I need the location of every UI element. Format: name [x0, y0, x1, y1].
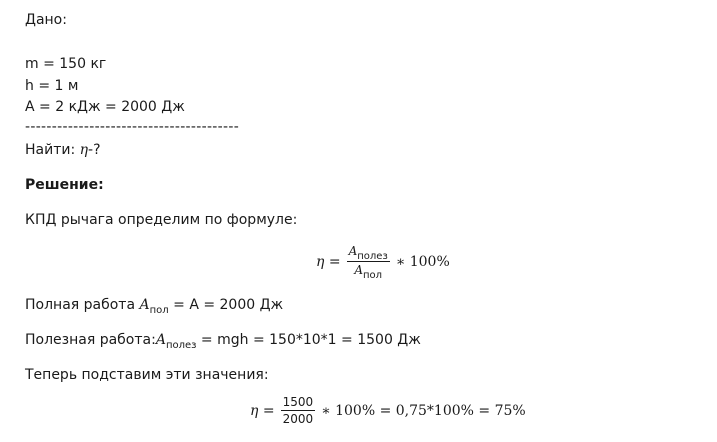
result-formula	[250, 395, 526, 426]
formula1-fraction	[347, 244, 390, 279]
formula1-denominator: $A_{пол}$	[354, 263, 383, 281]
find-label: Найти:	[25, 142, 80, 158]
find-suffix: -?	[88, 142, 101, 158]
formula2-fraction	[281, 395, 316, 426]
formula2-numerator: 1500	[282, 395, 314, 409]
solution-label: Решение:	[25, 177, 104, 193]
efficiency-formula	[316, 244, 450, 279]
formula1-lhs: η =	[316, 253, 341, 270]
given-work: A = 2 кДж = 2000 Дж	[25, 99, 185, 115]
formula1-rhs: ∗ 100%	[395, 253, 450, 270]
full-work-line: Полная работа $A_{пол} = A = 2000$ Дж	[25, 297, 284, 316]
given-height: h = 1 м	[25, 78, 79, 94]
find-line	[25, 142, 101, 158]
useful-work-line: Полезная $работа:A_{полез}$ = mgh = 150*10*1 = 1500 Дж	[25, 332, 421, 351]
separator: ----------------------------------------	[25, 119, 240, 135]
given-mass: m = 150 кг	[25, 56, 107, 72]
formula2-denominator: 2000	[282, 412, 314, 426]
formula2-lhs: η =	[250, 402, 275, 419]
formula-intro: КПД рычага определим по формуле:	[25, 212, 298, 228]
formula1-numerator: $A_{полез}$	[348, 244, 388, 262]
substitute-line: Теперь подставим эти значения:	[25, 367, 269, 383]
given-label: Дано:	[25, 12, 67, 28]
find-symbol: η	[79, 142, 89, 158]
formula2-rhs: ∗ 100% = 0,75*100% = 75%	[321, 402, 526, 419]
